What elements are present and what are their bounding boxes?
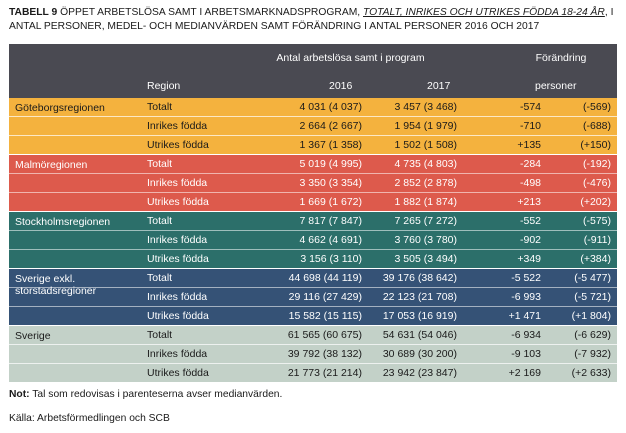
change-value: -902: [519, 234, 541, 246]
table-body: [9, 98, 617, 382]
title-emphasis: TOTALT, INRIKES OCH UTRIKES FÖDDA 18-24 ÅR: [363, 7, 605, 18]
value-2017: 54 631 (54 046): [382, 329, 457, 341]
value-2016: 39 792 (38 132): [287, 348, 362, 360]
value-2016: 3 156 (3 110): [300, 253, 362, 265]
change-value: -5 522: [511, 272, 541, 284]
value-2017: 3 505 (3 494): [394, 253, 457, 265]
row-label: Inrikes födda: [147, 348, 208, 360]
value-2017: 1 882 (1 874): [394, 196, 457, 208]
change-median: (-476): [582, 177, 611, 189]
table-row: [9, 135, 617, 154]
table-number: TABELL 9: [9, 7, 58, 18]
value-2017: 1 954 (1 979): [394, 120, 457, 132]
table-row: [9, 98, 617, 116]
data-table: [9, 44, 617, 382]
footnote: [9, 389, 282, 400]
value-2016: 2 664 (2 667): [299, 120, 362, 132]
table-row: [9, 269, 617, 287]
table-row: [9, 212, 617, 230]
footnote-text: Tal som redovisas i parenteserna avser medianvärden.: [29, 389, 283, 400]
table-row: [9, 155, 617, 173]
row-label: Inrikes födda: [147, 120, 208, 132]
value-2016: 5 019 (4 995): [299, 158, 362, 170]
change-value: +349: [517, 253, 541, 265]
change-median: (-688): [582, 120, 611, 132]
region-name: Stockholmsregionen: [15, 216, 111, 228]
change-median: (-569): [582, 101, 611, 113]
region-group: [9, 155, 617, 211]
table-row: [9, 173, 617, 192]
table-row: [9, 116, 617, 135]
change-value: +1 471: [508, 310, 541, 322]
row-label: Utrikes födda: [147, 253, 209, 265]
change-value: -9 103: [511, 348, 541, 360]
header-2016: 2016: [329, 80, 353, 92]
change-value: -710: [519, 120, 541, 132]
title-part-1: ÖPPET ARBETSLÖSA SAMT I ARBETSMARKNADSPROGRAM,: [57, 7, 363, 18]
change-median: (-6 629): [574, 329, 611, 341]
change-median: (-5 721): [574, 291, 611, 303]
table-row: [9, 344, 617, 363]
title-part-2: , I ANTAL PERSONER, MEDEL- OCH MEDIANVÄRDEN SAMT FÖRÄNDRING I ANTAL PERSONER 2016 OCH 2017: [9, 7, 614, 32]
row-label: Totalt: [147, 272, 173, 284]
region-name: Sverige: [15, 330, 51, 342]
row-label: Totalt: [147, 329, 173, 341]
source-note: Källa: Arbetsförmedlingen och SCB: [9, 413, 170, 424]
value-2017: 1 502 (1 508): [394, 139, 457, 151]
table-row: [9, 326, 617, 344]
row-label: Utrikes födda: [147, 367, 209, 379]
header-persons: personer: [535, 80, 577, 92]
change-value: +135: [517, 139, 541, 151]
region-group: [9, 212, 617, 268]
region-name: Sverige exkl. storstadsregioner: [15, 273, 97, 297]
change-value: +2 169: [508, 367, 541, 379]
change-median: (-192): [582, 158, 611, 170]
table-row: [9, 306, 617, 325]
value-2016: 21 773 (21 214): [287, 367, 362, 379]
row-label: Utrikes födda: [147, 310, 209, 322]
change-median: (+2 633): [571, 367, 611, 379]
row-label: Inrikes födda: [147, 177, 208, 189]
change-value: -574: [519, 101, 541, 113]
change-median: (+202): [580, 196, 611, 208]
header-region: Region: [147, 80, 181, 92]
table-row: [9, 192, 617, 211]
row-label: Inrikes födda: [147, 234, 208, 246]
change-median: (-575): [582, 215, 611, 227]
table-row: [9, 249, 617, 268]
row-label: Utrikes födda: [147, 139, 209, 151]
table-row: [9, 287, 617, 306]
row-label: Inrikes födda: [147, 291, 208, 303]
change-median: (-911): [583, 234, 611, 246]
change-value: -6 993: [511, 291, 541, 303]
value-2017: 3 760 (3 780): [394, 234, 457, 246]
value-2016: 7 817 (7 847): [299, 215, 362, 227]
region-group: [9, 326, 617, 382]
header-row-1: [9, 44, 617, 72]
value-2017: 7 265 (7 272): [394, 215, 457, 227]
change-median: (-7 932): [574, 348, 611, 360]
row-label: Totalt: [147, 215, 173, 227]
header-row-2: [9, 72, 617, 98]
change-median: (+150): [580, 139, 611, 151]
region-group: [9, 98, 617, 154]
value-2016: 3 350 (3 354): [299, 177, 362, 189]
value-2017: 30 689 (30 200): [382, 348, 457, 360]
header-change-span: Förändring: [505, 52, 617, 64]
header-2017: 2017: [427, 80, 451, 92]
change-value: -284: [519, 158, 541, 170]
value-2016: 4 031 (4 037): [299, 101, 362, 113]
region-name: Göteborgsregionen: [15, 102, 105, 114]
row-label: Totalt: [147, 101, 173, 113]
value-2017: 39 176 (38 642): [382, 272, 457, 284]
value-2017: 23 942 (23 847): [382, 367, 457, 379]
value-2016: 4 662 (4 691): [299, 234, 362, 246]
value-2017: 3 457 (3 468): [394, 101, 457, 113]
change-value: -498: [519, 177, 541, 189]
value-2016: 1 669 (1 672): [299, 196, 362, 208]
region-group: [9, 269, 617, 325]
value-2017: 17 053 (16 919): [382, 310, 457, 322]
value-2017: 22 123 (21 708): [382, 291, 457, 303]
change-value: +213: [517, 196, 541, 208]
value-2017: 4 735 (4 803): [394, 158, 457, 170]
value-2016: 1 367 (1 358): [299, 139, 362, 151]
value-2016: 44 698 (44 119): [288, 272, 362, 284]
value-2016: 15 582 (15 115): [288, 310, 362, 322]
table-row: [9, 363, 617, 382]
table-title: [9, 6, 617, 34]
region-name: Malmöregionen: [15, 159, 88, 171]
change-median: (-5 477): [574, 272, 611, 284]
value-2016: 61 565 (60 675): [287, 329, 362, 341]
change-median: (+384): [580, 253, 611, 265]
value-2017: 2 852 (2 878): [394, 177, 457, 189]
change-median: (+1 804): [571, 310, 611, 322]
table-row: [9, 230, 617, 249]
value-2016: 29 116 (27 429): [288, 291, 362, 303]
row-label: Utrikes födda: [147, 196, 209, 208]
change-value: -6 934: [511, 329, 541, 341]
header-count-span: Antal arbetslösa samt i program: [259, 52, 442, 64]
row-label: Totalt: [147, 158, 173, 170]
change-value: -552: [519, 215, 541, 227]
footnote-label: Not:: [9, 389, 30, 400]
